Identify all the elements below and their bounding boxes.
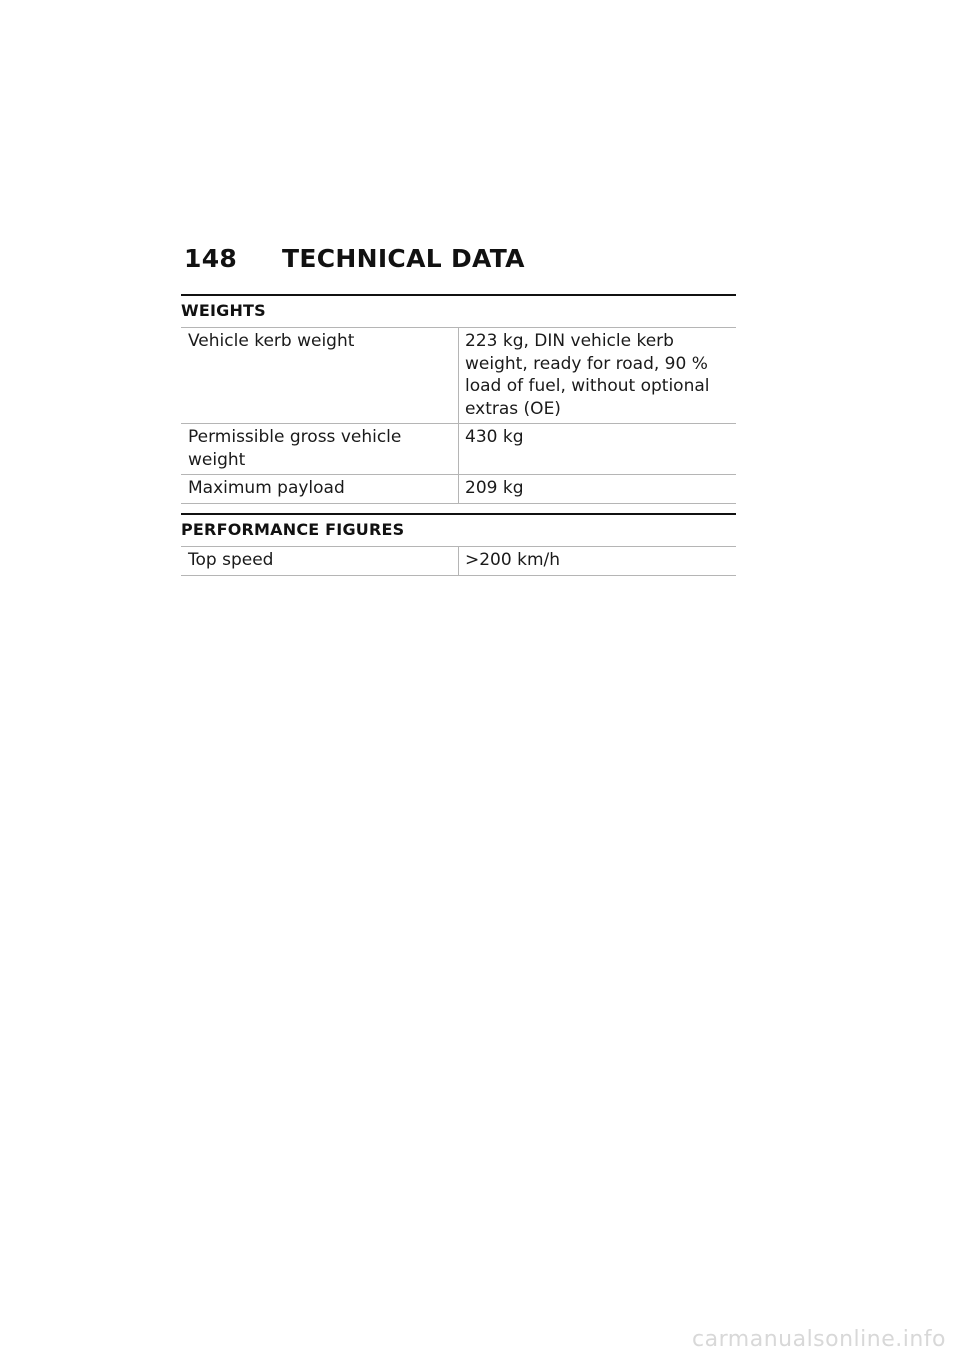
weights-section <box>181 294 736 504</box>
table-row <box>181 424 736 475</box>
weights-heading: WEIGHTS <box>181 294 736 328</box>
table-row <box>181 475 736 504</box>
watermark-text: carmanualsonline.info <box>692 1327 946 1352</box>
page-header <box>184 244 525 273</box>
table-row <box>181 547 736 575</box>
spec-label: Maximum payload <box>181 475 459 504</box>
spec-label: Top speed <box>181 547 459 575</box>
weights-table <box>181 328 736 504</box>
spec-value: >200 km/h <box>459 547 737 575</box>
spec-label: Permissible gross vehicle weight <box>181 424 459 475</box>
spec-value: 209 kg <box>459 475 737 504</box>
chapter-title: TECHNICAL DATA <box>282 244 525 273</box>
spec-value: 223 kg, DIN vehicle kerb weight, ready for road, 90 % load of fuel, without optional extras (OE) <box>459 328 737 424</box>
spec-label: Vehicle kerb weight <box>181 328 459 424</box>
performance-table <box>181 547 736 576</box>
table-row <box>181 328 736 424</box>
spec-value: 430 kg <box>459 424 737 475</box>
page-number: 148 <box>184 244 238 273</box>
performance-heading: PERFORMANCE FIGURES <box>181 513 736 547</box>
performance-section <box>181 513 736 576</box>
